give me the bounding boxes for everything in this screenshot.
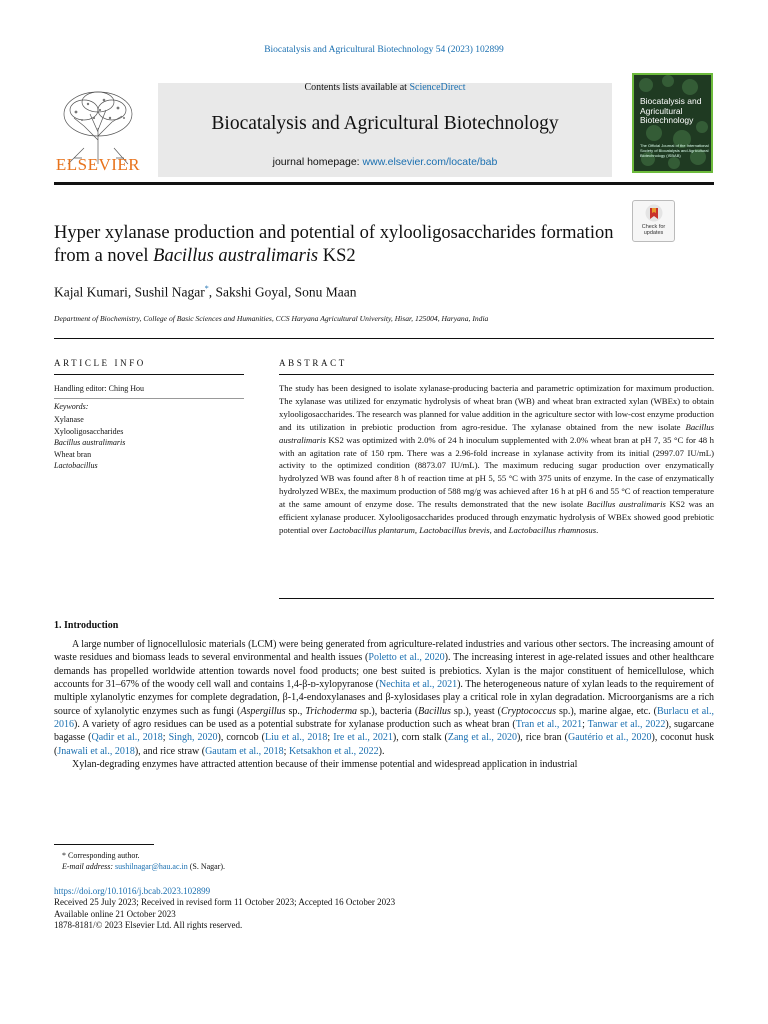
cover-title: Biocatalysis and Agricultural Biotechnology — [640, 96, 702, 125]
check-for-updates-badge[interactable] — [632, 200, 675, 242]
publication-info — [54, 886, 395, 932]
citation-link[interactable]: Singh, 2020 — [168, 732, 218, 744]
title-part-1: Hyper xylanase production and potential of xylooligosaccharides formation from a novel — [54, 223, 614, 266]
doi-link[interactable]: https://doi.org/10.1016/j.bcab.2023.102899 — [54, 886, 211, 896]
abstract-species: Bacillus australimaris — [586, 499, 666, 510]
email-label: E-mail address: — [62, 862, 116, 871]
abstract-species: Lactobacillus rhamnosus — [508, 524, 597, 535]
text-segment: ), sugarcane bagasse ( — [54, 719, 714, 744]
check-updates-label: Check for updates — [641, 224, 666, 236]
journal-citation[interactable]: Biocatalysis and Agricultural Biotechnology 54 (2023) 102899 — [264, 45, 504, 55]
abstract-segment: , and — [489, 524, 509, 535]
corresponding-author-mark[interactable]: * — [204, 284, 209, 293]
text-segment: ; — [327, 732, 334, 744]
text-segment: ), coconut husk ( — [54, 732, 715, 757]
citation-link[interactable]: Tran et al., 2021 — [515, 719, 583, 731]
divider — [279, 374, 714, 375]
sciencedirect-link[interactable]: ScienceDirect — [409, 82, 466, 93]
divider — [54, 398, 244, 399]
citation-link[interactable]: Zang et al., 2020 — [447, 732, 517, 744]
email-link[interactable]: sushilnagar@hau.ac.in — [115, 862, 188, 871]
available-online: Available online 21 October 2023 — [54, 908, 176, 919]
text-segment: ; — [162, 732, 169, 744]
intro-paragraph-2: Xylan-degrading enzymes have attracted attention because of their immense potential and widespread application in industrial — [72, 759, 578, 771]
keyword: Wheat bran — [54, 449, 92, 459]
text-segment: ), corn stalk ( — [392, 732, 448, 744]
abstract-species: Lactobacillus brevis — [419, 524, 490, 535]
citation-link[interactable]: Jnawali et al., 2018 — [57, 745, 135, 757]
keywords-list — [54, 414, 125, 472]
intro-paragraph-1 — [54, 638, 714, 758]
text-segment: ). A variety of agro residues can be used as a potential substrate for xylanase production such as wheat bran ( — [74, 719, 516, 731]
citation-link[interactable]: Liu et al., 2018 — [264, 732, 328, 744]
author-list — [54, 284, 654, 301]
genus-name: Bacillus — [418, 705, 451, 717]
citation-link[interactable]: Ire et al., 2021 — [333, 732, 393, 744]
genus-name: Trichoderma — [305, 705, 358, 717]
citation-link[interactable]: Ketsakhon et al., 2022 — [288, 745, 379, 757]
abstract-segment: , — [414, 524, 420, 535]
journal-homepage — [158, 156, 612, 168]
citation-link[interactable]: Poletto et al., 2020 — [368, 652, 445, 664]
text-segment: ). The heterogeneous nature of xylan leads to the requirement of multiple xylanolytic enzymes for complete degradation, β-1,4-endoxylanases and β-xylosidases play a critical role in xylan degradation. Microorganisms are a rich source of xylanolytic enzymes such as fungi ( — [54, 679, 714, 717]
authors-part-2: , Sakshi Goyal, Sonu Maan — [208, 284, 357, 300]
footnote-rule — [54, 844, 154, 845]
text-segment: ). — [378, 745, 385, 757]
title-part-2: KS2 — [318, 246, 356, 266]
received-dates: Received 25 July 2023; Received in revised form 11 October 2023; Accepted 16 October 2023 — [54, 897, 396, 908]
email-suffix: (S. Nagar). — [187, 862, 226, 871]
text-segment: ; — [582, 719, 588, 731]
handling-editor: Handling editor: Ching Hou — [54, 384, 144, 393]
homepage-link[interactable]: www.elsevier.com/locate/bab — [362, 156, 498, 168]
email-note — [54, 861, 225, 872]
text-segment: sp., — [285, 705, 306, 717]
citation-link[interactable]: Gautam et al., 2018 — [205, 745, 284, 757]
text-segment: ). The increasing interest in age-related issues and other healthcare demands has propelled worldwide attention towards novel food products; one best suited is prebiotics. Xylan is the major constituent of hemicellulose, which accounts for 31–67% of the woody cell wall and contains 1,4-β-ᴅ-xylopyranose ( — [54, 652, 714, 691]
paper-title — [54, 222, 624, 268]
title-species: Bacillus australimaris — [153, 246, 319, 266]
divider — [54, 374, 244, 375]
text-segment: ), rice bran ( — [516, 732, 568, 744]
abstract-species: Bacillus australimaris — [279, 421, 714, 445]
cover-subtitle: The Official Journal of the International Society of Biocatalysis and Agricultural Biotechnology (ISBAB) — [640, 143, 709, 158]
abstract-species: Lactobacillus plantarum — [329, 524, 415, 535]
copyright: 1878-8181/© 2023 Elsevier Ltd. All rights reserved. — [54, 920, 243, 931]
abstract-heading: ABSTRACT — [279, 358, 347, 368]
citation-link[interactable]: Nechita et al., 2021 — [378, 679, 458, 691]
keyword: Xylooligosaccharides — [54, 426, 124, 436]
affiliation: Department of Biochemistry, College of Basic Sciences and Humanities, CCS Haryana Agricultural University, Hisar, 125004, Haryana, India — [54, 314, 489, 323]
bookmark-icon — [645, 204, 663, 223]
text-segment: sp.), bacteria ( — [357, 705, 419, 717]
abstract-segment: KS2 was an efficient xylanase producer. Xylooligosaccharides produced through enzymatic hydrolysis of WBEx showed good prebiotic potential over — [279, 499, 714, 535]
contents-prefix: Contents lists available at — [304, 82, 410, 93]
citation-link[interactable]: Qadir et al., 2018 — [91, 732, 163, 744]
divider — [279, 598, 714, 599]
genus-name: Cryptococcus — [500, 705, 556, 717]
keyword: Lactobacillus — [54, 461, 98, 471]
text-segment: sp.), yeast ( — [450, 705, 501, 717]
journal-masthead — [158, 83, 612, 177]
citation-link[interactable]: Tanwar et al., 2022 — [587, 719, 666, 731]
journal-title: Biocatalysis and Agricultural Biotechnology — [211, 113, 559, 134]
authors-part-1: Kajal Kumari, Sushil Nagar — [54, 284, 205, 300]
text-segment: ), and rice straw ( — [134, 745, 206, 757]
corresponding-note: * Corresponding author. — [62, 851, 140, 860]
abstract-segment: KS2 was optimized with 2.0% of 24 h inoculum supplemented with 2.0% wheat bran at pH 7, 35 °C for 48 h with an agitation rate of 150 rpm. There was a 2.96-fold increase in xylanase activity from its initial (2997.07 IU/mL) activity to the optimized condition (8873.07 IU/mL). The maximum reducing sugar production over enzymatically hydrolyzed WB was found after 8 h of reaction time at pH 5, 55 °C with 375 units of enzyme. In the case of enzymatically hydrolyzed WBEx, the maximum production of 588 mg/g was achieved after 16 h at pH 6 and 55 °C of reaction temperature at the same amount of enzyme dose. The results demonstrated that the new isolate — [279, 434, 714, 510]
text-segment: sp.), marine algae, etc. ( — [555, 705, 657, 717]
citation-link[interactable]: Gautério et al., 2020 — [568, 732, 652, 744]
text-segment: ; — [283, 745, 289, 757]
text-segment: A large number of lignocellulosic materials (LCM) were being generated from agriculture-related industries and various other sectors. The increasing amount of waste residues and biomass leads to several environmental and health issues ( — [54, 639, 714, 664]
genus-name: Aspergillus — [240, 705, 286, 717]
abstract-segment: The study has been designed to isolate xylanase-producing bacteria and parametric optimization for maximum production. The xylanase was utilized for enzymatic hydrolysis of wheat bran (WB) and wheat bran extracted xylan (WBEx) to obtain xylooligosaccharides. The research was planned for value addition in the agriculture sector with low-cost enzyme production and its utilization in prebiotic production from agro-residue. The xylanase obtained from the new isolate — [279, 383, 714, 432]
keywords-label: Keywords: — [54, 402, 89, 411]
keyword: Bacillus australimaris — [54, 438, 126, 448]
citation-link[interactable]: Burlacu et al., 2016 — [54, 705, 714, 731]
footnotes — [54, 850, 225, 872]
header-rule — [54, 182, 714, 185]
article-info-heading: ARTICLE INFO — [54, 358, 146, 368]
text-segment: ), corncob ( — [217, 732, 265, 744]
divider — [54, 338, 714, 339]
homepage-prefix: journal homepage: — [272, 156, 363, 168]
section-heading-introduction: 1. Introduction — [54, 620, 119, 631]
keyword: Xylanase — [54, 415, 84, 424]
contents-line — [158, 82, 612, 93]
publisher-name: ELSEVIER — [55, 155, 141, 174]
introduction-body — [54, 638, 714, 771]
abstract-text — [279, 382, 714, 537]
abstract-segment: . — [596, 524, 599, 535]
journal-cover-image[interactable] — [632, 73, 713, 173]
